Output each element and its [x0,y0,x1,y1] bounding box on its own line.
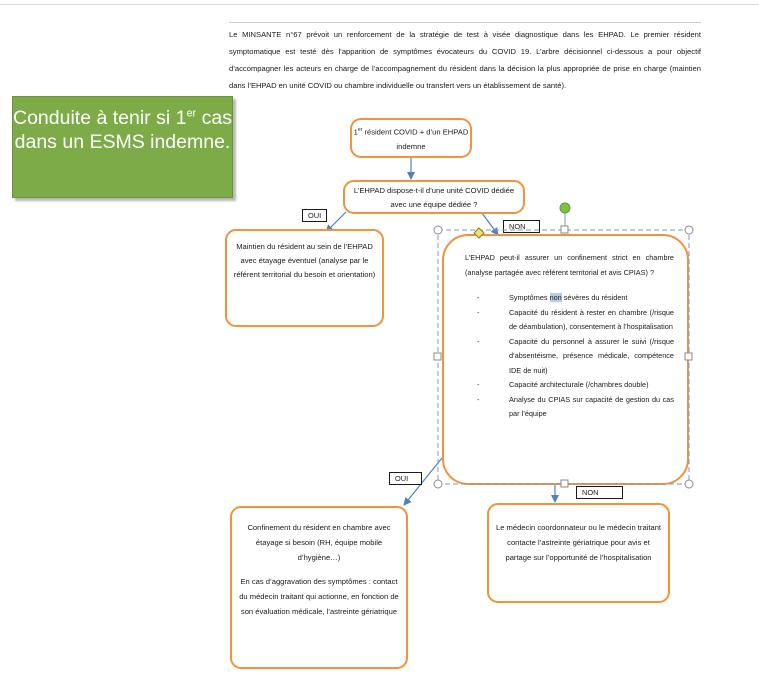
resize-handle-ne [685,226,693,234]
box-first-text: résident COVID + d’un EHPAD indemne [362,127,469,151]
bullet-dash: - [477,307,480,317]
bullet-dash: - [477,380,480,389]
label-non-2: NON [576,486,623,499]
criteria-text: Symptômes [509,293,550,302]
highlighted-word: non [549,293,562,302]
resize-handle-se [685,480,693,488]
criteria-text: Capacité du personnel à assurer le suivi (/risque d’absentéisme, présence médicale, compétence IDE de nuit) [509,336,674,375]
rotate-handle [560,203,570,213]
box-oui-maintien[interactable]: Maintien du résident au sein de l’EHPAD avec étayage éventuel (analyse par le référent territorial du besoin et orientation) [225,229,384,327]
bullet-dash: - [477,336,480,346]
bullet-dash: - [477,293,480,302]
box-first-prefix: 1 [353,127,358,137]
box-question-covid-unit[interactable]: L’EHPAD dispose-t-il d’une unité COVID dédiée avec une équipe dédiée ? [343,180,525,214]
criteria-text: Capacité du résident à rester en chambre (/risque de déambulation), consentement à l’hospitalisation [509,307,674,331]
resize-handle-n [561,226,568,233]
confinement-question: L’EHPAD peut-il assurer un confinement strict en chambre (analyse partagée avec référent territorial et avis CPIAS) ? [465,253,674,277]
resize-handle-sw [434,480,442,488]
label-non-1: NON [503,220,540,233]
resize-handle-e [685,353,692,360]
criteria-text: Analyse du CPIAS sur capacité de gestion du cas par l’équipe [509,394,674,418]
label-oui-1: OUI [302,209,327,222]
box-non-astreinte[interactable]: Le médecin coordonnateur ou le médecin traitant contacte l’astreinte gériatrique pour avis et partage sur l’opportunité de l’hospitalisation [487,503,670,603]
confinement-paragraph-1: Confinement du résident en chambre avec étayage si besoin (RH, équipe mobile d’hygiène…) [247,523,391,562]
criteria-text: Capacité architecturale (/chambres double) [509,380,649,389]
banner-text-end: cas dans un ESMS indemne. [14,107,232,153]
selection-frame [438,230,689,484]
bullet-dash: - [477,394,480,404]
criteria-text-end: sévères du résident [561,293,628,302]
intro-paragraph: Le MINSANTE n°67 prévoit un renforcement de la stratégie de test à visée diagnostique dans les EHPAD. Le premier résident symptomatique est testé dès l’apparition de symptômes évocateurs du COVID 19. L’arbre décisionnel ci-dessous a pour objectif d’accompagner les acteurs en charge de l’accompagnement du résident dans la décision la plus appropriée de prise en charge (maintien dans l’EHPAD en unité COVID ou chambre individuelle ou transfert vers un établissement de santé). [229,30,701,90]
resize-handle-nw [434,226,442,234]
banner-superscript: er [186,107,197,120]
box-first-superscript: er [357,127,363,133]
label-oui-2: OUI [389,472,422,485]
resize-handle-w [434,353,441,360]
confinement-paragraph-2: En cas d’aggravation des symptômes : contact du médecin traitant qui actionne, en fonction de son évaluation médicale, l’astreinte gériatrique [239,577,399,616]
resize-handle-s [561,480,568,487]
banner-text-start: Conduite à tenir si 1 [13,107,187,129]
